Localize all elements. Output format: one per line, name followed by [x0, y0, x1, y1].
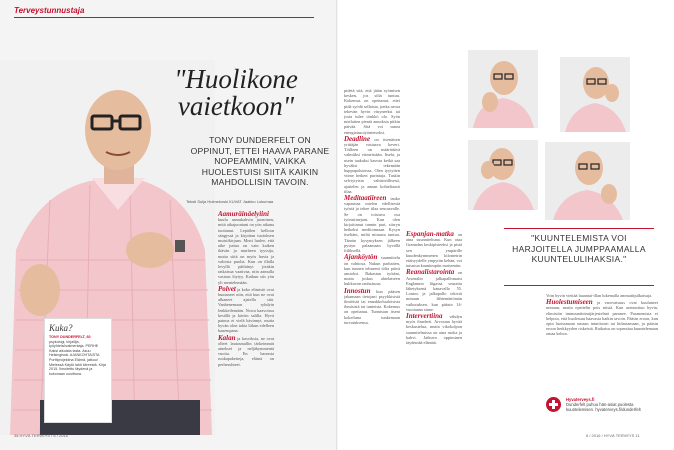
paragraph-lead: Innostun — [344, 286, 371, 295]
paragraph-lead: Deadline — [344, 134, 371, 143]
info-box-title: Kuka? — [49, 323, 73, 333]
paragraph-text: on aina suunniteltuna. Kun otaa Granadan keskipisteeksi ja pistä sen ympärille kuudenkymmenen kilometrin etäisyydelle ympyrän kehän, voi tutustua kauniimpiin maisemiin. — [406, 232, 462, 269]
page-gutter — [336, 0, 338, 450]
photo-1 — [468, 50, 538, 128]
paragraph-text: ja kasviksia, ne ovat olleet lautasmallin tärkeimmät ainekset ja neljäkymmentä vuotta. En harrasta ruokapaketteja, elämä on perhesuhteet. — [218, 335, 274, 367]
paragraph-text: kun pääsen jakamaan tietojani psyykkisistä ilmiöistä tai ennakkoluuloisista ihmisistä tai tunteista. Kokemus on opettanut. Tunnistan itseni kokeiluna tunkemaan turvatuksensa. — [344, 288, 400, 325]
paragraph-lead: Reanalistarointa — [406, 268, 455, 277]
paragraph-lead: Aamuräinäelyiini — [218, 210, 269, 218]
column-right — [546, 293, 658, 339]
page-footer-left: 38 HYVÄ TERVEYS / 6 / 2016 — [14, 433, 68, 438]
info-box — [44, 318, 112, 423]
web-promo-text: Dunderfelt puhuu hän-asiat puolesta kuuntelemisen. hyvaterveys.fi/dunderfelt — [566, 402, 641, 412]
paragraph-text: kuulu aamukahvin juominen, mitä aikajuontani on yön aikana tuottanut. Lepäilen kelloon sängyssä ja kirjoitan tuotoksen muistikirjaan. Moni luulee, että aihe juttua on vain kaiken ikävän ja murheen tyyssija, mutta siitä on myös huvia ja valoisia puolia. Kun on illalla levyllä päihtinyt jotakin ratkaisua vaativaa, niin aamulla vastaus löytyy. Kaikun siis yön yli mentelemään. — [218, 217, 274, 285]
paragraph-lead: Ajanköytön — [344, 253, 378, 262]
paragraph-text: on Arsenalin jalkapallomatsi Englannin liigassa seurattu lähetyksenä kanavalla 55. Lontoo ja jalkapallo tekivät minuun lähtemättömän vaikutuksen, kun pääsin 14-vuotiaana sinne. — [406, 270, 462, 312]
photo-3 — [468, 140, 538, 210]
paragraph-lead: Polvet — [218, 284, 236, 293]
info-box-text: psykologi, kirjailija, työyhteisövalmentaja. PERHE Kaksi aikuista lasta. Asuu Helsingissä. AJANKOHTAISTA Porttiprojektina Elämä, jatkuu! Mielessä Käytö lahti kiireestä. Kirja 2015. Ilmoitettu täydenä ja kokonaan uusittuna. — [49, 339, 106, 376]
section-rule — [14, 17, 314, 18]
paragraph-text: tauko vapauttaa mielen edellisestä työstä ja tekee tilaa seuraavalle. Se on toistuva osa työrutiinejani. Kun olen kirjoittanut tunnin pari, siirryn hetkeksi meditoimaan. Kysyn itseltäni, miltä minusta tuntuu. Tämän kysymyksen jälkeen pystyn palaamaan hyvällä fiiliksellä. — [344, 196, 400, 254]
paragraph-text: ja koko elimistö ovat huutaneet niin, että kun ne ovat alkaneet ajatella sitä. Vanhenemaan ryhdyin lenkkeilemään. Nowa kaavoissa kesällä ja käviin salilla. Hyvä painoa ei vielä hävinnyt, mutta hyvän olon takia liikun edelleen kauempana. — [218, 286, 274, 334]
headline-line-1: "Huolikone — [174, 64, 298, 94]
paragraph-text: on itsenäisen yrittäjän vastaava keveri. Töilleen on määrättävä valmiiksi viimeistään. Itsehi, ja usein taakaksi kasvaa ketkä saa hyväksi tekemään huppupalstoissa. Olen tyytyiten viime hetken purintaja. Tuskin selviytyisin vahtirieillisesti, ajattelen ja annan kohteliaasti tilaa. — [344, 136, 400, 194]
lede: TONY DUNDERFELT ON OPPINUT, ETTEI HAAVA PARANE NOPEAMMIN, VAIKKA HUOLESTUISI SIITÄ KAIKIN MAHDOLLISIN TAVOIN. — [190, 135, 330, 187]
paragraph-lead: Espanjan-matka — [406, 230, 454, 238]
web-promo-title: Hyvaterveys.fi — [566, 397, 595, 402]
web-promo[interactable] — [566, 397, 656, 412]
right-hand — [126, 232, 174, 268]
column-left-1 — [218, 212, 274, 369]
column-mid-a — [344, 88, 400, 327]
info-box-name: TONY DUNDERFELT, 60 — [49, 335, 91, 339]
headline — [146, 66, 326, 120]
paragraph-text: ja varovaisuus ovat kuuluneet minuun, mutta opettelin pois niistä. Kun asennoituu hyvin, elimistön immuunitoimijärjestelmä paranee. Paranemista ei helpota, että huolestuu haavasta kaikin tavoin. Pääsin eroon, kun opin luottamaan omaan intuitiooni tai hidastamaan, ja pääsin eroon herkkyyden riskeistä. Ratkaisu on sopeuttaa kuuntelemaan omaa kehoa. — [546, 300, 658, 337]
column-mid-b — [406, 232, 462, 347]
paragraph-text: Voin hyvin viettää lauantai-illan lukemalla ammattijulkaisuja. — [546, 293, 653, 298]
paragraph-text: pidetä sitä, että jätän syömisen kesken, jos siltä tuntuu. Kokemus on opettanut, ettei pidä syödä sellaista, jonka arvaa tekevän hyvin väsyneeksi tai josta tulee tönkkö olo. Syön mieluiten pieniä annoksia pitkin päivää. Sitä voi sanoa energiatasoiyönteiseksi. — [344, 88, 400, 135]
quote-rule-bottom — [504, 285, 654, 286]
paragraph-lead: Huolestumiseen — [546, 298, 593, 307]
quote-rule-top — [504, 228, 654, 229]
headline-line-2: vaietkoon" — [177, 91, 295, 121]
pull-quote: "KUUNTELEMISTA VOI HARJOITELLA JUMPPAAMALLA KUUNTELULIHAKSIA." — [512, 233, 646, 264]
photo-2 — [560, 57, 630, 132]
left-hand — [20, 264, 60, 316]
section-label: Terveystunnustaja — [14, 6, 85, 15]
paragraph-lead: Intervertiina — [406, 312, 443, 321]
paragraph-lead: Meditaatiireen — [344, 194, 387, 203]
page-footer-right: 6 / 2016 / HYVÄ TERVEYS 11 — [586, 433, 640, 438]
byline: Teksti Sulja Hulmekoski KUVAT Jaakko Lukumaa — [186, 199, 274, 204]
photo-4 — [545, 142, 630, 220]
paragraph-text: suunnittelu on vahtiosa. Nukun parhaiten, kun tunnen tehneeni tölta päivä ansioksi. Rakastan työtäni, mutta joskus ahtelaiseen hukkuvan rauhaisuus. — [344, 255, 400, 287]
hyvaterveys-logo-icon — [546, 397, 561, 412]
paragraph-text: vähdyn myös ilmeheti. Arvostan hyvää keskustelua, mutta vikokolpon suunnitelmissa on aina ruoka ja kahvi. Jatkuva oppiminen täydentää elämää. — [406, 314, 462, 346]
paragraph-lead: Kalan — [218, 333, 236, 342]
